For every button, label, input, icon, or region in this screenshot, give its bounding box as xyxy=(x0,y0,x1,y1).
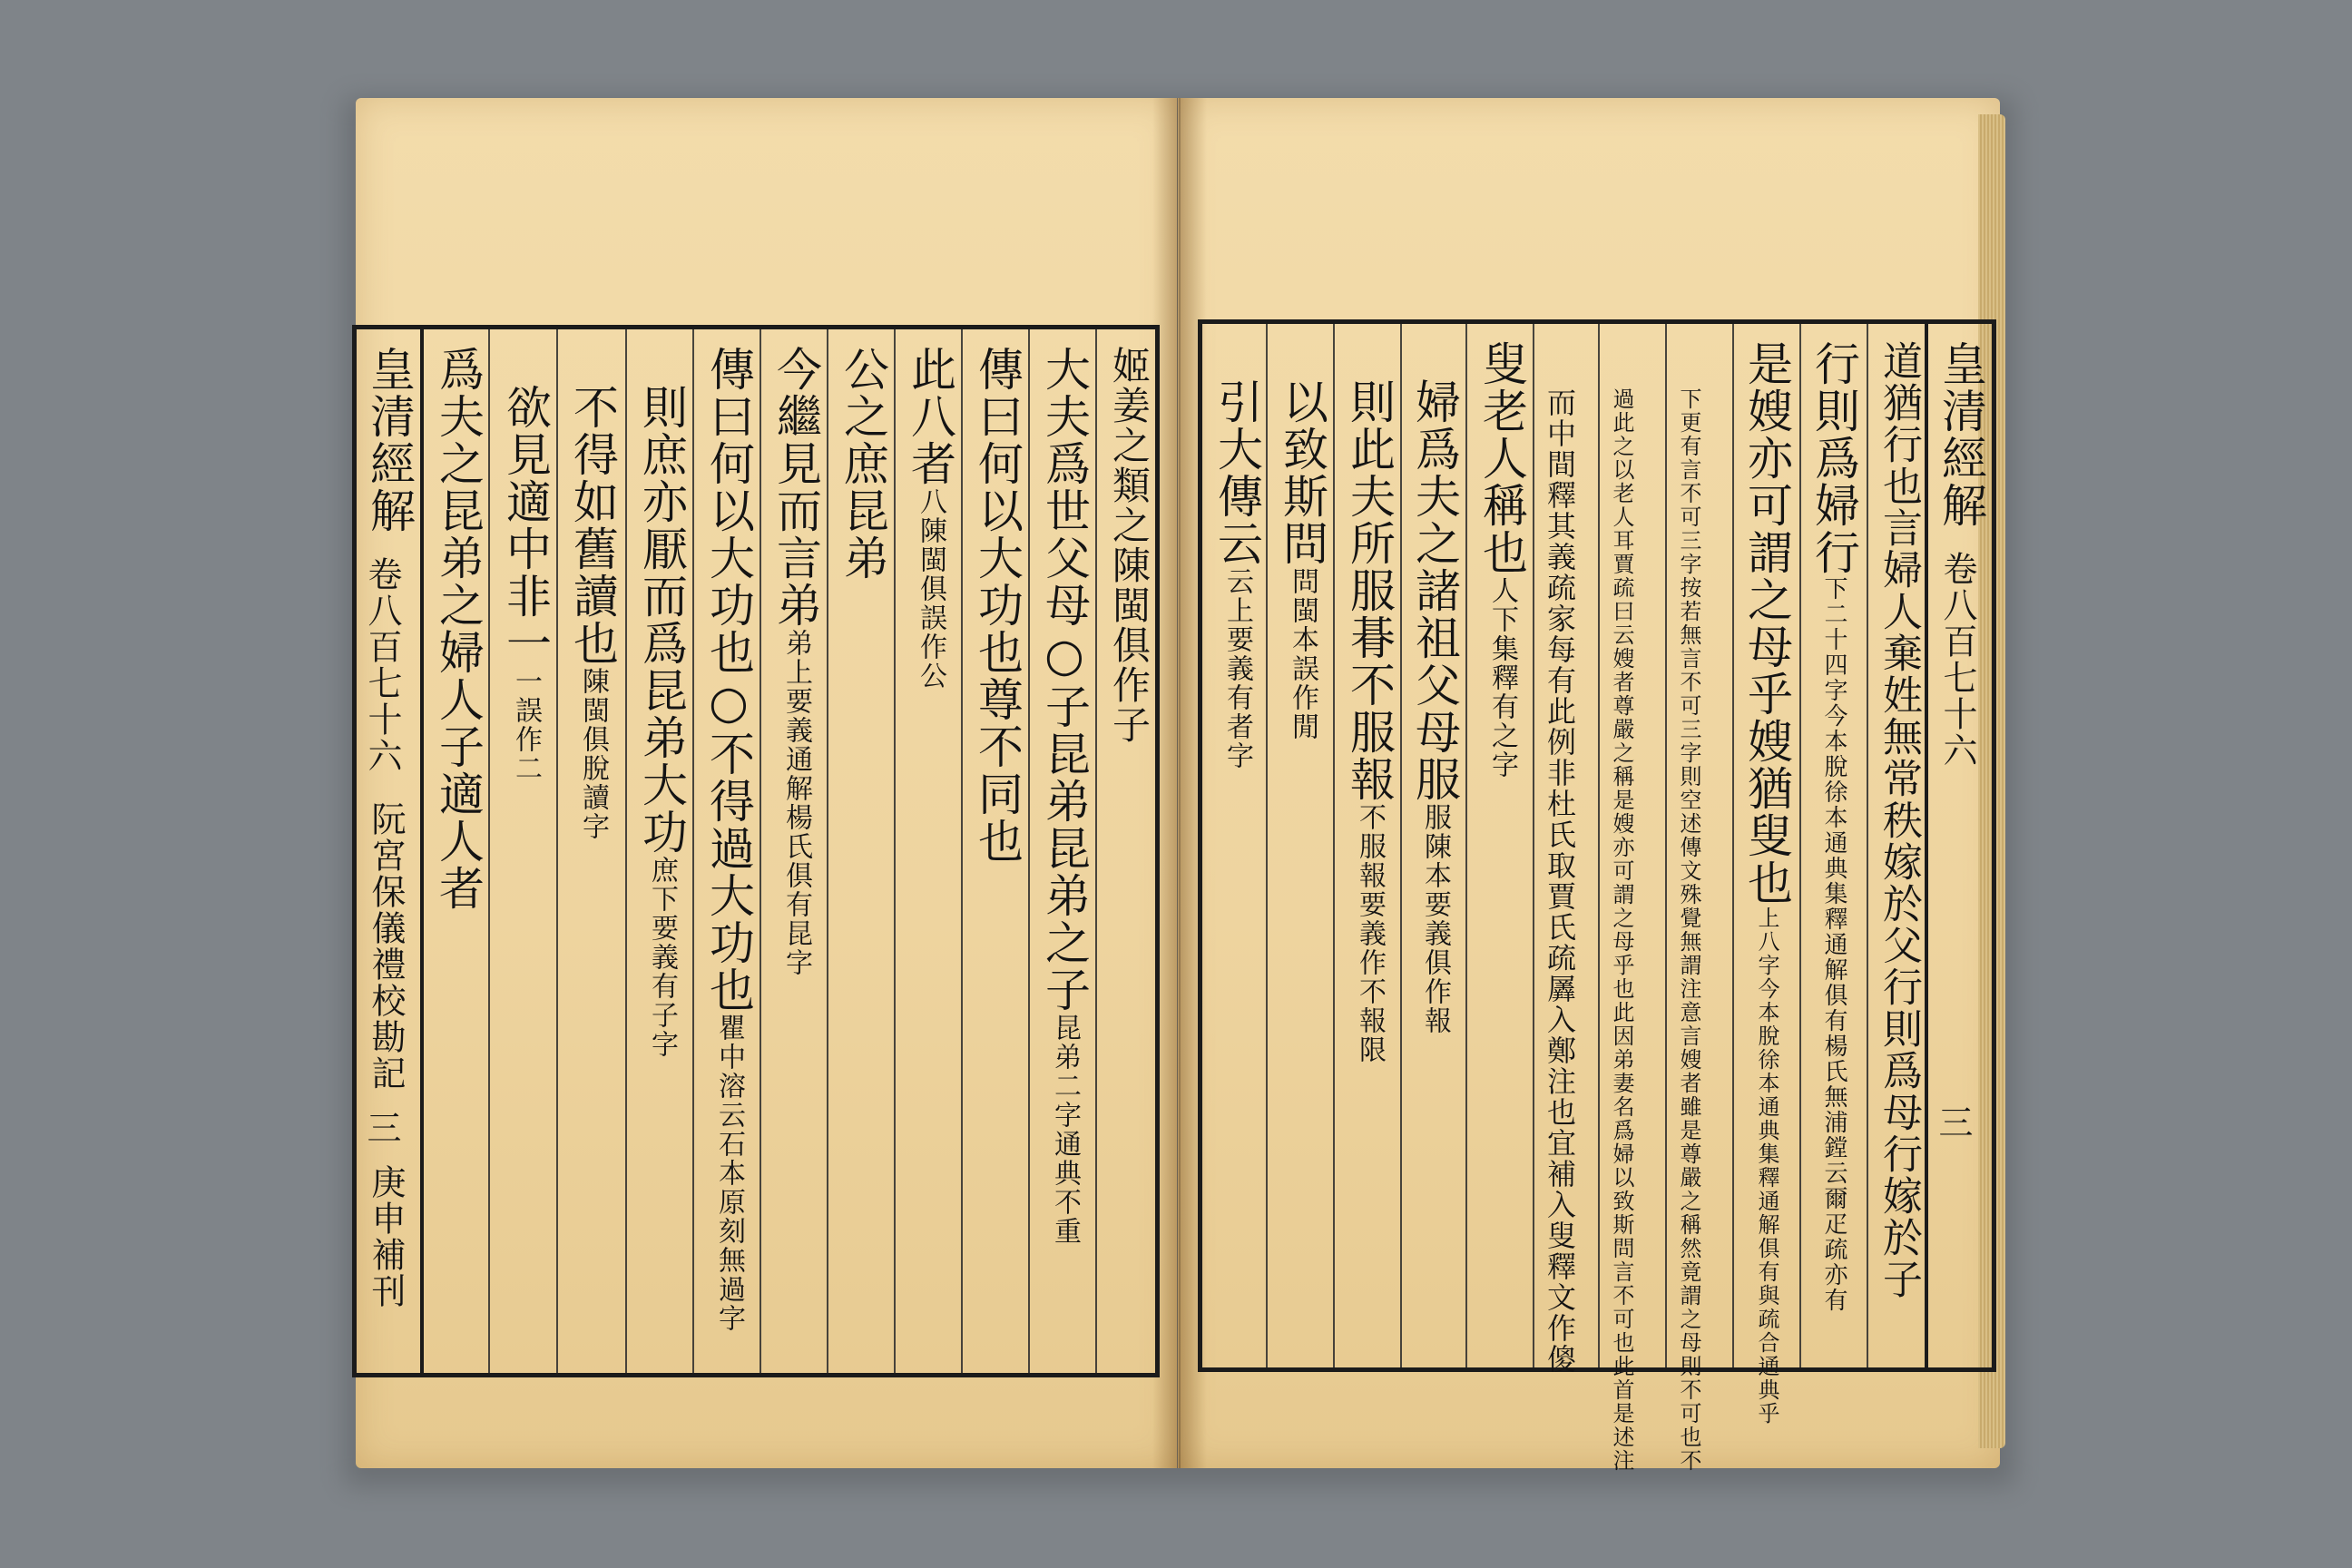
column-rule xyxy=(1533,324,1534,1367)
text-column: 爲夫之昆弟之婦人子適人者 xyxy=(432,346,485,912)
column-rule xyxy=(1799,324,1801,1367)
text-column: 則此夫所服朞不服報不服報要義作不報限 xyxy=(1343,378,1396,1064)
column-rule xyxy=(1400,324,1402,1367)
text-column: 此八者八陳閩俱誤作公 xyxy=(904,346,956,691)
text-column: 是嫂亦可謂之母乎嫂猶叟也上八字今本脫徐本通典集釋通解俱有與疏合通典乎 xyxy=(1740,340,1793,1426)
column-rule xyxy=(827,329,828,1373)
text-column: 姬姜之類之陳閩俱作子 xyxy=(1107,346,1152,745)
right-banxin-title: 皇清經解 xyxy=(1935,340,1987,529)
column-rule xyxy=(1465,324,1467,1367)
column-rule xyxy=(1598,324,1600,1367)
left-text-frame xyxy=(352,325,1160,1377)
text-column: 傳曰何以大功也○不得過大功也瞿中溶云石本原刻無過字 xyxy=(702,346,755,1333)
left-banxin-volume: 卷八百七十六 xyxy=(362,556,402,774)
text-column: 下更有言不可三字按若無言不可三字則空述傳文殊覺無謂注意言嫂者雖是尊嚴之稱然竟謂之母則不可也不 xyxy=(1676,387,1701,1473)
column-rule xyxy=(556,329,558,1373)
left-banxin xyxy=(357,329,424,1373)
text-column: 今繼見而言弟弟上要義通解楊氏俱有昆字 xyxy=(769,346,822,977)
left-banxin-title: 皇清經解 xyxy=(363,346,416,534)
text-column: 不得如舊讀也陳閩俱脫讀字 xyxy=(566,384,619,841)
text-column: 道猶行也言婦人棄姓無常秩嫁於父行則爲母行嫁於子 xyxy=(1876,340,1922,1300)
column-rule xyxy=(625,329,627,1373)
column-rule xyxy=(894,329,896,1373)
text-column: 過此之以老人耳賈疏曰云嫂者尊嚴之稱是嫂亦可謂之母乎也此因弟妻名爲婦以致斯問言不可也此首是述注 xyxy=(1609,387,1634,1473)
column-rule xyxy=(1867,324,1868,1367)
right-banxin-page: 三 xyxy=(1933,1104,1973,1141)
text-column: 則庶亦厭而爲昆弟大功庶下要義有子字 xyxy=(635,384,688,1059)
text-column: 行則爲婦行下二十四字今本脫徐本通典集釋通解俱有楊氏無浦鏜云爾疋疏亦有 xyxy=(1808,340,1860,1313)
text-column: 婦爲夫之諸祖父母服服陳本要義俱作報 xyxy=(1408,378,1461,1035)
column-rule xyxy=(1266,324,1268,1367)
column-rule xyxy=(1665,324,1667,1367)
left-banxin-page: 三 xyxy=(361,1110,401,1146)
text-column: 而中間釋其義疏家每有此例非杜氏取賈氏疏羼入鄭注也宜補入叟釋文作傻 xyxy=(1543,387,1577,1375)
column-rule xyxy=(1028,329,1030,1373)
column-rule xyxy=(760,329,761,1373)
right-text-frame xyxy=(1198,319,1996,1473)
text-column: 大夫爲世父母○子昆弟昆弟之子昆弟二字通典不重 xyxy=(1038,346,1091,1246)
column-rule xyxy=(692,329,694,1373)
text-column: 傳曰何以大功也尊不同也 xyxy=(971,346,1024,865)
right-banxin xyxy=(1925,324,1992,1367)
column-rule xyxy=(488,329,490,1373)
column-rule xyxy=(1732,324,1734,1367)
text-column: 以致斯問問閩本誤作閒 xyxy=(1276,378,1328,741)
text-column: 叟老人稱也人下集釋有之字 xyxy=(1475,340,1528,779)
left-banxin-subtitle: 阮宮保儀禮校勘記 xyxy=(366,801,406,1092)
text-column: 公之庶昆弟 xyxy=(837,346,889,582)
column-rule xyxy=(1333,324,1335,1367)
text-column: 引大傳云云上要義有者字 xyxy=(1210,378,1263,770)
column-rule xyxy=(1095,329,1097,1373)
column-rule xyxy=(961,329,963,1373)
left-banxin-edition: 庚申補刊 xyxy=(366,1164,406,1309)
right-banxin-volume: 卷八百七十六 xyxy=(1937,551,1977,769)
text-column: 欲見適中非一一誤作二 xyxy=(499,384,552,783)
